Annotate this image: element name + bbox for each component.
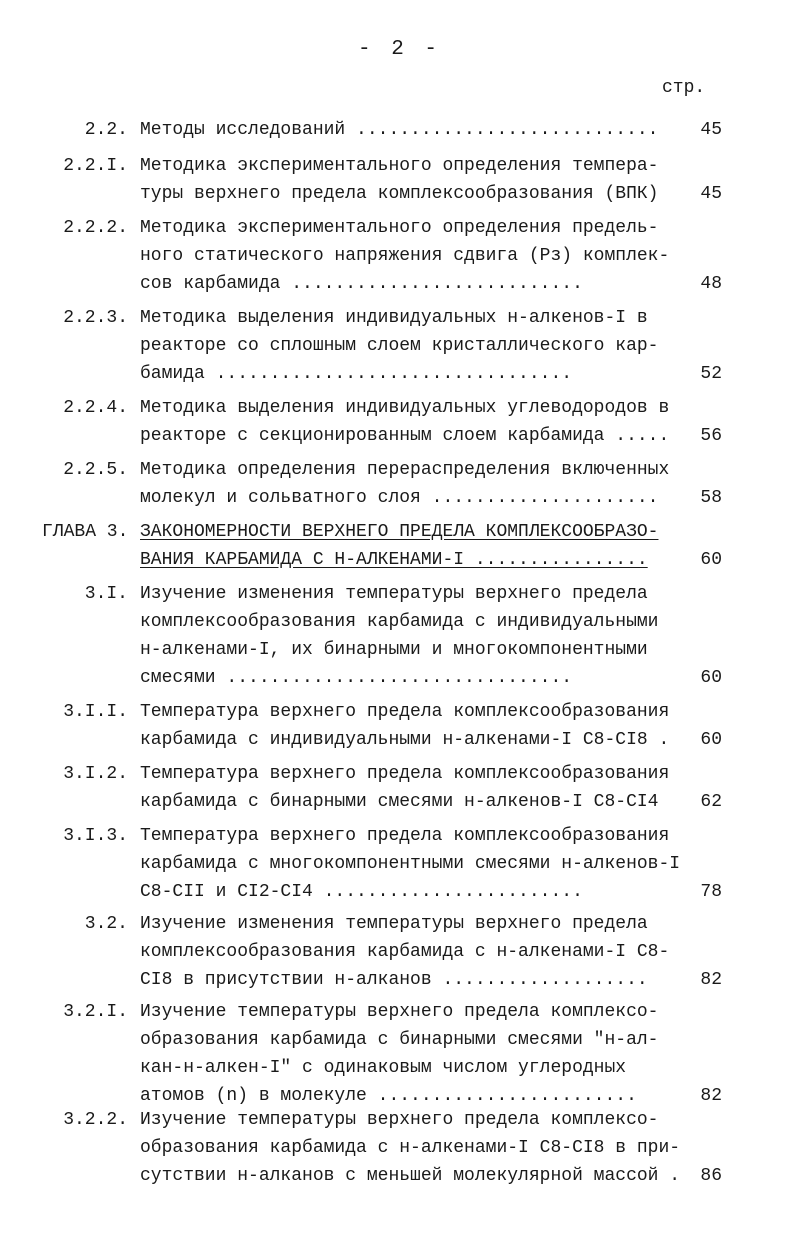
toc-entry-page: 56 — [700, 426, 722, 446]
toc-entry-line: туры верхнего предела комплексообразования (ВПК) — [140, 184, 659, 204]
toc-entry-line: карбамида с бинарными смесями н-алкенов-I C8-CI4 — [140, 792, 659, 812]
toc-entry-page: 60 — [700, 550, 722, 570]
toc-entry-number: 3.I.I. — [63, 702, 128, 722]
toc-entry-line: бамида ................................. — [140, 364, 573, 384]
toc-entry-line: CI8 в присутствии н-алканов ................... — [140, 970, 648, 990]
page-number: - 2 - — [357, 38, 441, 61]
toc-entry-number: 2.2.I. — [63, 156, 128, 176]
toc-entry-line: комплексообразования карбамида с индивидуальными — [140, 612, 659, 632]
toc-entry-number: 3.I.3. — [63, 826, 128, 846]
toc-entry-line: Температура верхнего предела комплексообразования — [140, 826, 670, 846]
toc-entry — [0, 116, 799, 144]
toc-entry — [0, 698, 799, 754]
toc-entry-number: 2.2. — [84, 120, 128, 140]
toc-entry-line: Методика выделения индивидуальных углеводородов в — [140, 398, 670, 418]
toc-entry-number: 3.2.I. — [63, 1002, 128, 1022]
toc-entry — [0, 760, 799, 816]
toc-entry — [0, 518, 799, 574]
toc-entry-line: реакторе со сплошным слоем кристаллического кар- — [140, 336, 659, 356]
toc-entry-page: 45 — [700, 184, 722, 204]
toc-entry-line: Изучение изменения температуры верхнего предела — [140, 914, 648, 934]
toc-entry-line: образования карбамида с бинарными смесями "н-ал- — [140, 1030, 659, 1050]
toc-entry-number: 3.2.2. — [63, 1110, 128, 1130]
toc-entry-number: ГЛАВА 3. — [42, 522, 129, 542]
toc-entry — [0, 214, 799, 298]
toc-entry-number: 2.2.4. — [63, 398, 128, 418]
toc-entry — [0, 152, 799, 208]
toc-entry-line: карбамида с многокомпонентными смесями н-алкенов-I — [140, 854, 681, 874]
toc-entry-line: ного статического напряжения сдвига (Pз) комплек- — [140, 246, 670, 266]
toc-entry — [0, 456, 799, 512]
toc-entry-page: 52 — [700, 364, 722, 384]
toc-entry-line: молекул и сольватного слоя ..................... — [140, 488, 659, 508]
toc-entry-number: 2.2.3. — [63, 308, 128, 328]
toc-entry-line: Методика выделения индивидуальных н-алкенов-I в — [140, 308, 648, 328]
toc-entry-line: ВАНИЯ КАРБАМИДА С Н-АЛКЕНАМИ-I ................ — [140, 550, 648, 570]
toc-entry-line: Методы исследований ............................ — [140, 120, 659, 140]
toc-entry — [0, 394, 799, 450]
toc-entry-line: C8-CII и CI2-CI4 ........................ — [140, 882, 583, 902]
toc-entry-page: 82 — [700, 970, 722, 990]
toc-entry-line: Изучение изменения температуры верхнего предела — [140, 584, 648, 604]
toc-entry — [0, 580, 799, 692]
toc-entry-page: 48 — [700, 274, 722, 294]
toc-entry-page: 82 — [700, 1086, 722, 1106]
toc-entry-line: комплексообразования карбамида с н-алкенами-I C8- — [140, 942, 670, 962]
toc-entry-line: Методика определения перераспределения включенных — [140, 460, 670, 480]
toc-entry-page: 62 — [700, 792, 722, 812]
toc-entry-number: 3.2. — [84, 914, 128, 934]
toc-entry-number: 3.I.2. — [63, 764, 128, 784]
toc-entry-page: 60 — [700, 730, 722, 750]
toc-entry-page: 78 — [700, 882, 722, 902]
toc-entry-line: реакторе с секционированным слоем карбамида ..... — [140, 426, 670, 446]
toc-entry-line: ЗАКОНОМЕРНОСТИ ВЕРХНЕГО ПРЕДЕЛА КОМПЛЕКСООБРАЗО- — [140, 522, 659, 542]
toc-entry-line: Методика экспериментального определения предель- — [140, 218, 659, 238]
toc-entry — [0, 304, 799, 388]
toc-entry-page: 58 — [700, 488, 722, 508]
toc-entry-line: смесями ................................ — [140, 668, 573, 688]
toc-entry-page: 86 — [700, 1166, 722, 1186]
toc-entry-line: Температура верхнего предела комплексообразования — [140, 702, 670, 722]
toc-entry-line: кан-н-алкен-I" с одинаковым числом углеродных — [140, 1058, 627, 1078]
toc-entry-line: атомов (n) в молекуле ........................ — [140, 1086, 637, 1106]
toc-entry-line: Температура верхнего предела комплексообразования — [140, 764, 670, 784]
toc-entry-number: 2.2.2. — [63, 218, 128, 238]
toc-entry-page: 60 — [700, 668, 722, 688]
toc-entry-line: Методика экспериментального определения темпера- — [140, 156, 659, 176]
toc-entry — [0, 998, 799, 1110]
toc-entry-page: 45 — [700, 120, 722, 140]
toc-entry-line: карбамида с индивидуальными н-алкенами-I C8-CI8 . — [140, 730, 670, 750]
toc-entry-number: 3.I. — [84, 584, 128, 604]
toc-entry — [0, 1106, 799, 1190]
toc-entry-line: образования карбамида с н-алкенами-I C8-CI8 в при- — [140, 1138, 681, 1158]
toc-entry-line: Изучение температуры верхнего предела комплексо- — [140, 1002, 659, 1022]
page-column-label: стр. — [662, 78, 706, 98]
toc-entry-line: Изучение температуры верхнего предела комплексо- — [140, 1110, 659, 1130]
toc-entry-line: сутствии н-алканов с меньшей молекулярной массой . — [140, 1166, 681, 1186]
toc-entry-number: 2.2.5. — [63, 460, 128, 480]
toc-entry — [0, 910, 799, 994]
toc-entry-line: н-алкенами-I, их бинарными и многокомпонентными — [140, 640, 648, 660]
toc-entry-line: сов карбамида ........................... — [140, 274, 583, 294]
toc-entry — [0, 822, 799, 906]
